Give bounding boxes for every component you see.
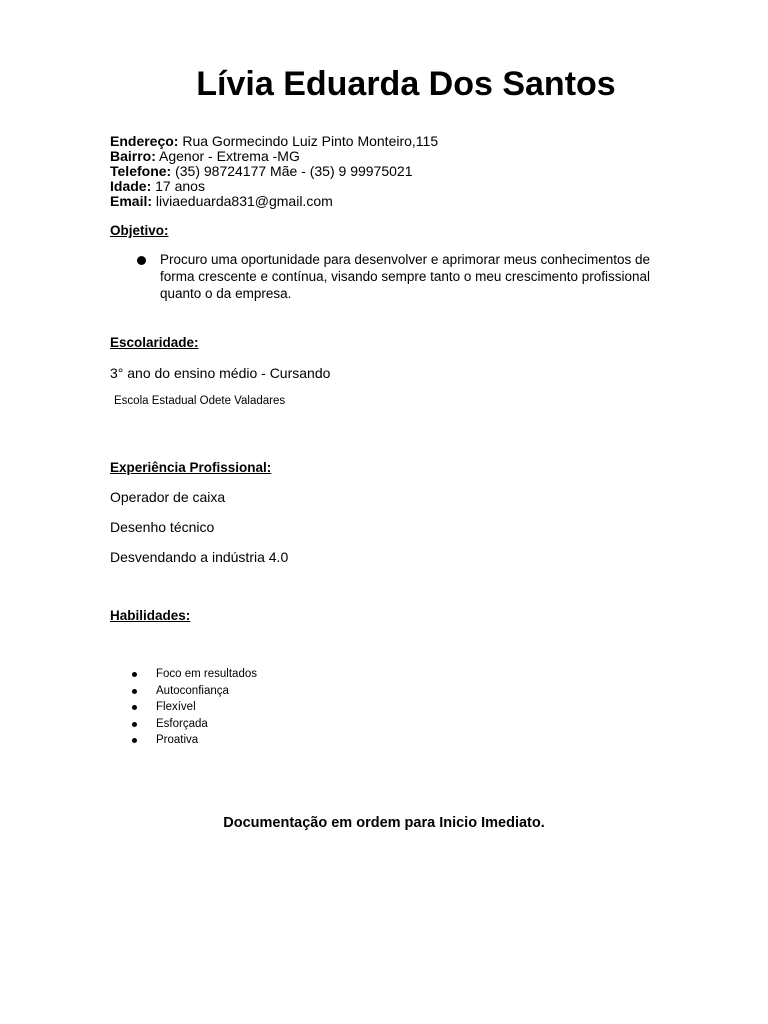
bullet-icon [132,738,137,743]
bullet-icon [132,689,137,694]
education-school: Escola Estadual Odete Valadares [114,395,286,407]
address-row [110,134,438,149]
phone-label: Telefone: [110,163,172,179]
bullet-icon [132,722,137,727]
skill-label: Proativa [156,734,199,747]
skill-label: Flexível [156,701,196,714]
district-value: Agenor - Extrema -MG [155,148,300,164]
footer-note: Documentação em ordem para Inicio Imediato. [223,815,545,831]
list-item [132,732,257,749]
district-row [110,149,438,164]
email-label: Email: [110,193,153,209]
education-heading: Escolaridade: [110,335,199,350]
objective-text: Procuro uma oportunidade para desenvolver e aprimorar meus conhecimentos de forma crescente e contínua, visando sempre tanto o meu crescimento profissional quanto o da empresa. [160,252,651,301]
skills-list [132,666,257,749]
bullet-icon [132,672,137,677]
district-label: Bairro: [110,148,156,164]
age-value: 17 anos [151,178,205,194]
objective-heading: Objetivo: [110,223,169,238]
age-row [110,179,438,194]
age-label: Idade: [110,178,152,194]
phone-value: (35) 98724177 Mãe - (35) 9 99975021 [171,163,413,179]
phone-row [110,164,438,179]
skills-heading: Habilidades: [110,608,191,623]
list-item [132,666,257,683]
objective-item [137,251,657,302]
education-level: 3° ano do ensino médio - Cursando [110,365,331,381]
experience-item: Desenho técnico [110,519,215,535]
bullet-icon [132,705,137,710]
experience-item: Desvendando a indústria 4.0 [110,549,289,565]
experience-heading: Experiência Profissional: [110,460,272,475]
address-value: Rua Gormecindo Luiz Pinto Monteiro,115 [178,133,439,149]
list-item [132,699,257,716]
list-item [132,716,257,733]
skill-label: Esforçada [156,717,208,730]
skill-label: Autoconfiança [156,684,229,697]
skill-label: Foco em resultados [156,668,257,680]
email-value: liviaeduarda831@gmail.com [152,193,333,209]
contact-block [110,134,438,209]
address-label: Endereço: [110,133,179,149]
bullet-icon [137,256,146,265]
experience-item: Operador de caixa [110,489,226,505]
page-title: Lívia Eduarda Dos Santos [196,65,616,103]
list-item [132,683,257,700]
email-row [110,194,438,209]
